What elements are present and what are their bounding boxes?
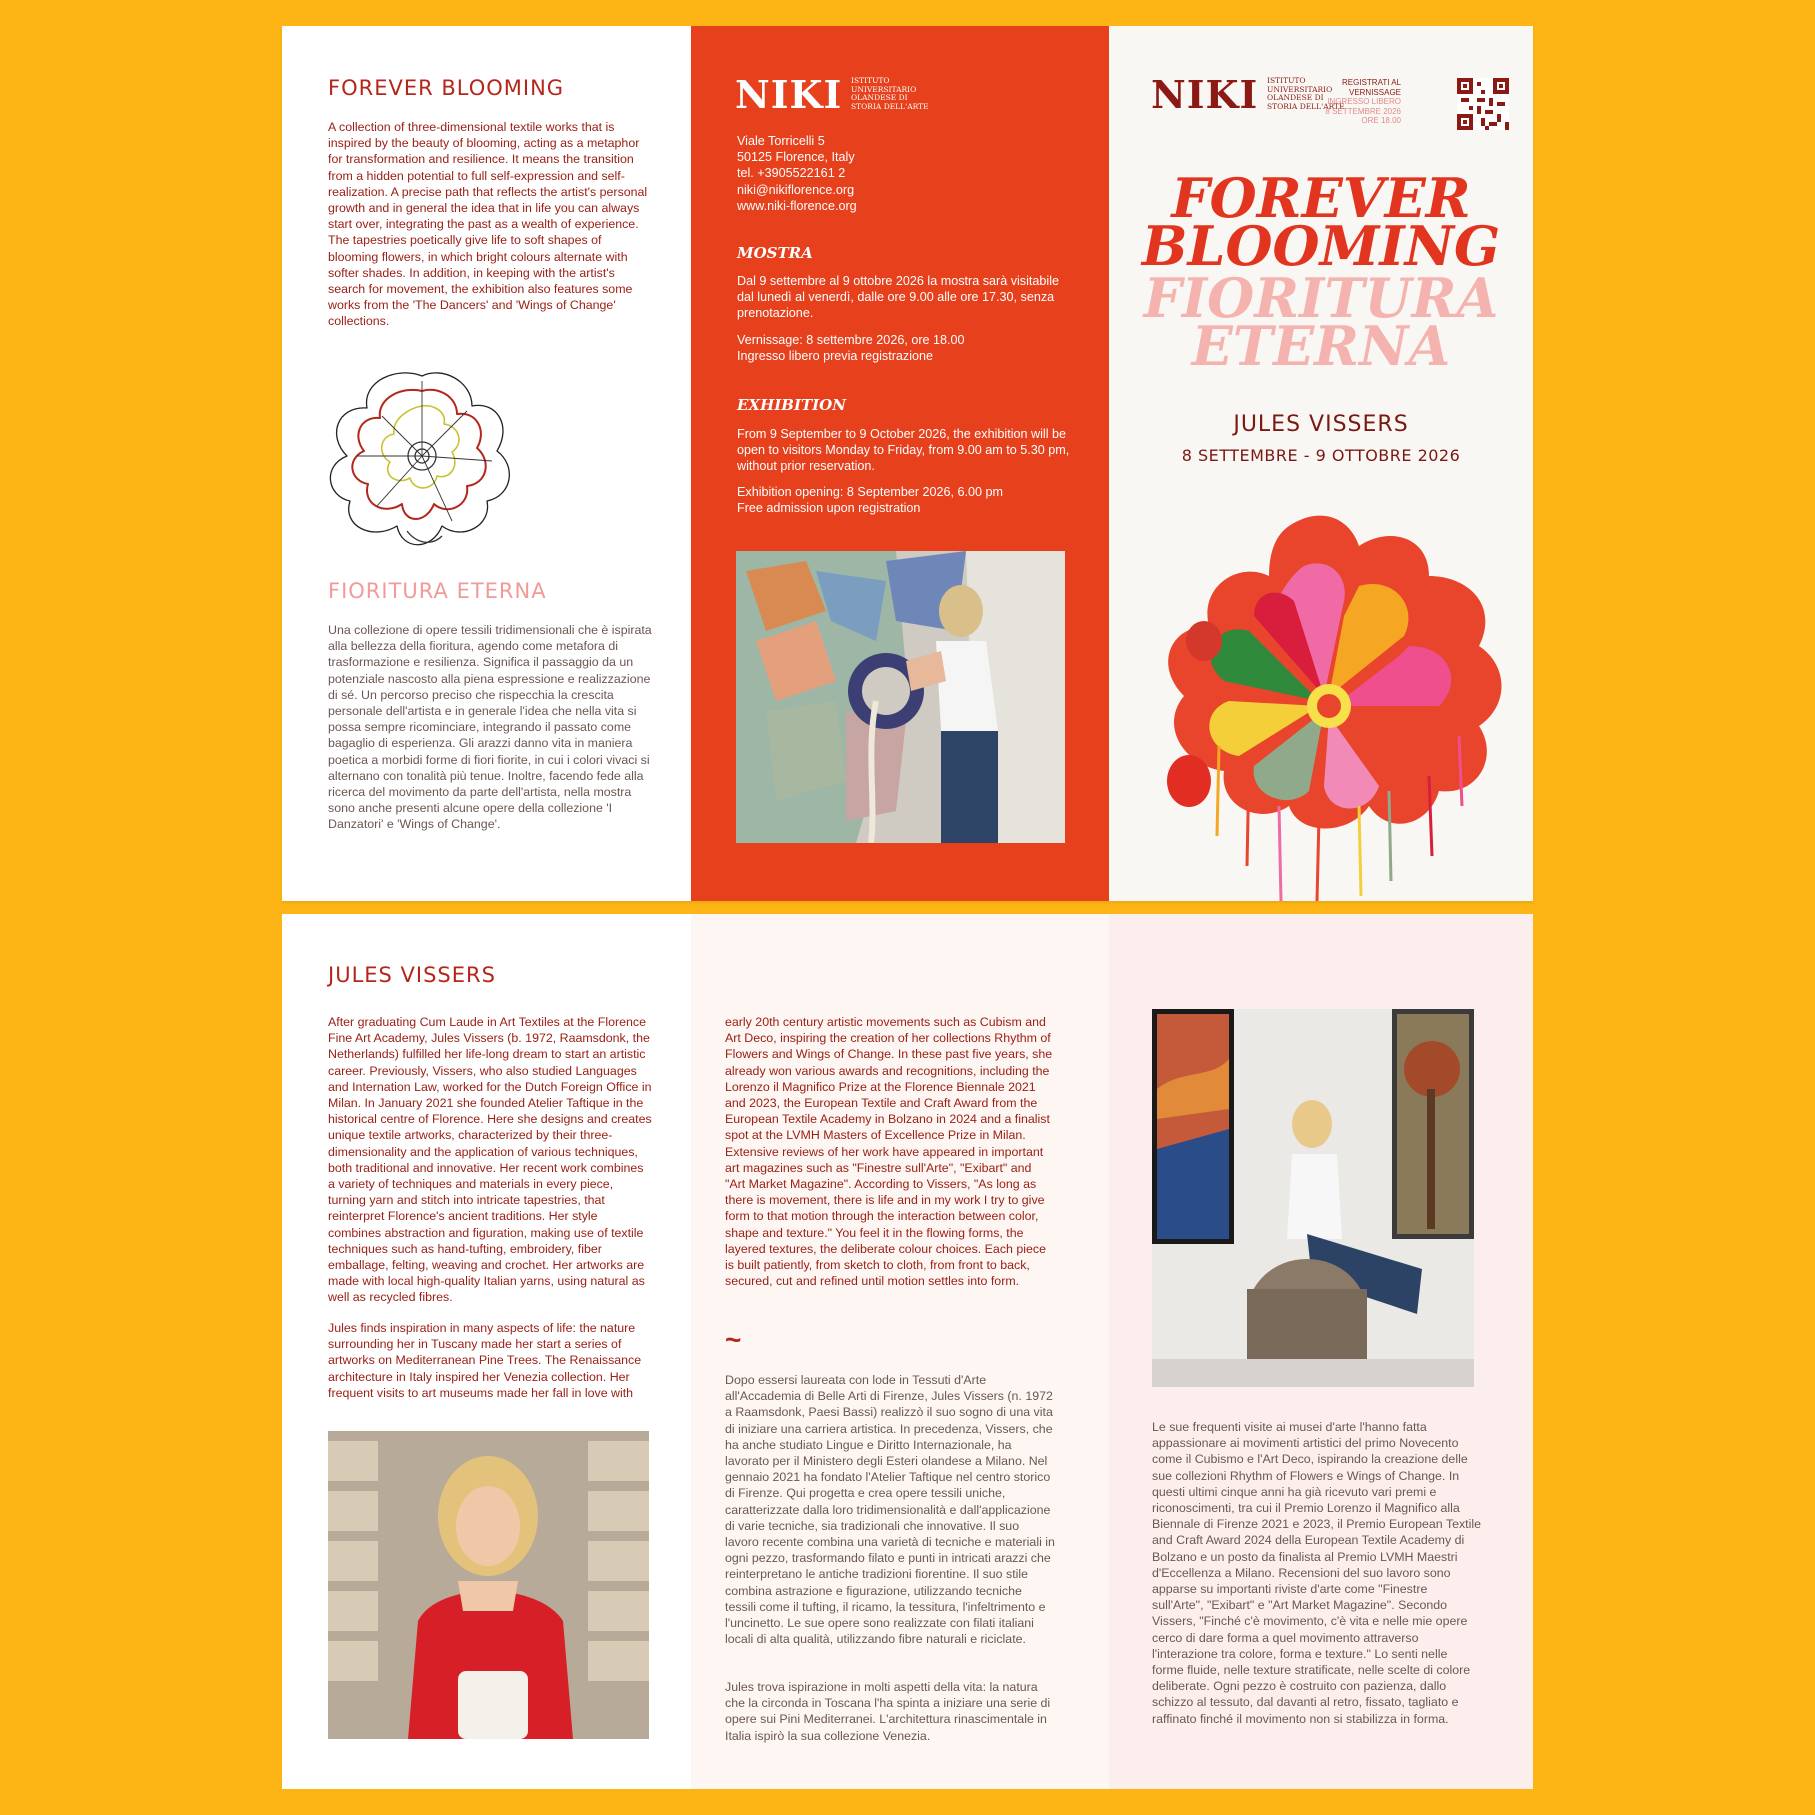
mostra-text: Dal 9 settembre al 9 ottobre 2026 la mostra sarà visitabile dal lunedì al venerdì, dalle ore 9.00 alle ore 17.30, senza prenotazione. [737,274,1060,321]
exhibition-text: From 9 September to 9 October 2026, the exhibition will be open to visitors Monday to Friday, from 9.00 am to 5.30 pm, without prior reservation. [737,427,1070,474]
bio-paragraph-3: early 20th century artistic movements such as Cubism and Art Deco, inspiring the creation of her collections Rhythm of Flowers and Wings of Change. In these past five years, she already won various awards and recognitions, including the Lorenzo il Magnifico Prize at the Florence Biennale 2021 and 2023, the European Textile and Craft Award from the European Textile Academy in Bolzano in 2024 and a finalist spot at the LVMH Masters of Excellence Prize in Milan. Extensive reviews of her work have appeared in important art magazines such as "Finestre sull'Arte", "Exibart" and "Art Market Magazine". According to Vissers, "As long as there is movement, there is life and in my work I try to give form to that motion through the interaction between color, shape and texture." You feel it in the flowing forms, the layered textures, the deliberate colour choices. Each piece is built patiently, from sketch to cloth, from front to back, secured, cut and refined until motion settles into form. [725,1015,1053,1289]
niki-logo-subtitle-cover: ISTITUTO UNIVERSITARIO OLANDESE DI STORIA DELL'ARTE [1267,76,1345,111]
cover-title-it: FIORITURA ETERNA [1143,266,1499,378]
bio-paragraph-2: Jules finds inspiration in many aspects of life: the nature surrounding her in Tuscany made her start a series of artworks on Mediterranean Pine Trees. The Renaissance architecture in Italy inspired her Venezia collection. Her frequent visits to art museums made her fall in love with [328,1321,642,1400]
textile-flower-artwork [1129,506,1519,901]
panel-forever-blooming [282,26,691,901]
bio-paragraph-1: After graduating Cum Laude in Art Textiles at the Florence Fine Art Academy, Jules Vissers (b. 1972, Raamsdonk, the Netherlands) fulfilled her life-long dream to start an artistic career. Previously, Vissers, who also studied Languages and Internation Law, worked for the Dutch Foreign Office in Milan. In January 2021 she founded Atelier Taftique in the historical centre of Florence. Here she designs and creates unique textile artworks, characterized by their three-dimensionality and the application of various techniques, both traditional and innovative. Her recent work combines a variety of techniques and materials in every piece, turning yarn and stitch into intricate tapestries, that reinterpret Florence's ancient traditions. Her style combines abstraction and figuration, making use of textile techniques such as hand-tufting, embroidery, fiber emballage, felting, weaving and crochet. Her artworks are made with local high-quality Italian yarns, using natural as well as recycled fibres. [328,1015,652,1305]
panel-biography-3 [1109,914,1533,1789]
bio-paragraph-it-2: Jules trova ispirazione in molti aspetti della vita: la natura che la circonda in Toscana l'ha spinta a iniziare una serie di opere sui Pini Mediterranei. L'architettura rinascimentale in Italia ispirò la sua collezione Venezia. [725,1680,1051,1743]
artist-portrait-photo [328,1431,649,1739]
description-en: A collection of three-dimensional textile works that is inspired by the beauty of blooming, acting as a metaphor for transformation and resilience. It means the transition from a hidden potential to full self-expression and self-realization. A precise path that reflects the artist's personal growth and in general the idea that in life you can always start over, integrating the past as a wealth of experience. The tapestries poetically give life to soft shapes of blooming flowers, in which bright colours alternate with softer shades. In addition, in keeping with the artist's search for movement, the exhibition also features some works from the 'The Dancers' and 'Wings of Change' collections. [328,120,648,329]
address-block: Viale Torricelli 5 50125 Florence, Italy tel. +3905522161 2 niki@nikiflorence.org www.niki-florence.org [737,134,857,213]
section-title-it: FIORITURA ETERNA [328,579,547,603]
bio-paragraph-it-3: Le sue frequenti visite ai musei d'arte l'hanno fatta appassionare ai movimenti artistici del primo Novecento come il Cubismo e l'Art Deco, ispirando la creazione delle sue collezioni Rhythm of Flowers e Wings of Change. In questi ultimi cinque anni ha già ricevuto vari premi e riconoscimenti, tra cui il Premio Lorenzo il Magnifico alla Biennale di Firenze 2021 e 2023, il Premio European Textile and Craft Award 2024 della European Textile Academy di Bolzano e un posto da finalista al Premio LVMH Maestri d'Eccellenza a Milano. Recensioni del suo lavoro sono apparse su importanti riviste d'arte come "Finestre sull'Arte", "Exibart" e "Art Market Magazine". Secondo Vissers, "Finché c'è movimento, c'è vita e nelle mie opere cerco di dare forma a quel movimento attraverso l'interazione tra colore, forma e texture." Lo senti nelle forme fluide, nelle texture stratificate, nelle scelte di colore deliberate. Ogni pezzo è costruito con pazienza, dallo schizzo al tessuto, dal davanti al retro, fissato, tagliato e raffinato finché il movimento non si stabilizza in forma. [1152,1420,1482,1726]
cover-title-en: FOREVER BLOOMING [1141,166,1501,278]
exhibition-dates: 8 SETTEMBRE - 9 OTTOBRE 2026 [1181,446,1461,465]
bio-paragraph-it-1: Dopo essersi laureata con lode in Tessuti d'Arte all'Accademia di Belle Arti di Firenze, Jules Vissers (n. 1972 a Raamsdonk, Paesi Bassi) realizzò il suo sogno di una vita di iniziare una carriera artistica. In precedenza, Vissers, che ha anche studiato Lingue e Diritto Internazionale, ha lavorato per il Ministero degli Esteri olandese a Milano. Nel gennaio 2021 ha fondato l'Atelier Taftique nel centro storico di Firenze. Qui progetta e crea opere tessili uniche, caratterizzate dalla loro tridimensionalità e dall'applicazione di varie tecniche, sia tradizionali che innovative. Il suo lavoro recente combina una varietà di tecniche e materiali in ogni pezzo, trasformando filato e punti in intricati arazzi che reinterpretano le antiche tradizioni fiorentine. Il suo stile combina astrazione e figurazione, utilizzando tecniche tessili come il tufting, il ricamo, la tessitura, l'infeltrimento e l'uncinetto. Le sue opere sono realizzate con filati italiani locali di alta qualità, utilizzando fibre naturali e riciclate. [725,1373,1055,1647]
artist-studio-photo [1152,1009,1474,1387]
qr-code[interactable] [1457,78,1509,130]
description-it: Una collezione di opere tessili tridimensionali che è ispirata alla bellezza della fioritura, agendo come metafora di trasformazione e resilienza. Significa il passaggio da un potenziale nascosto alla piena espressione e realizzazione di sé. Un percorso preciso che rispecchia la crescita personale dell'artista e in generale l'idea che nella vita si possa sempre ricominciare, integrando il passato come bagaglio di esperienza. Gli arazzi danno vita in maniera poetica a morbidi forme di fiori fiorite, in cui i colori vivaci si alternano con tonalità più tenue. Inoltre, facendo fede alla ricerca del movimento da parte dell'artista, nella mostra sono anche presenti alcune opere della collezione 'I Danzatori' e 'Wings of Change'. [328,623,652,832]
brochure-inner-side [282,914,1533,1789]
niki-logo-subtitle: ISTITUTO UNIVERSITARIO OLANDESE DI STORIA DELL'ARTE [851,76,929,111]
artist-name: JULES VISSERS [1233,412,1409,437]
artist-working-photo [736,551,1065,843]
register-info: REGISTRATI AL VERNISSAGE INGRESSO LIBERO 8 SETTEMBRE 2026 ORE 18.00 [1325,78,1401,125]
panel-info [691,26,1109,901]
bio-title: JULES VISSERS [328,963,496,987]
panel-cover [1109,26,1533,901]
niki-logo: NIKI [735,72,843,117]
brochure-outer-side [282,26,1533,901]
flower-drawing [322,356,522,556]
exhibition-opening: Exhibition opening: 8 September 2026, 6.00 pm Free admission upon registration [737,485,1004,516]
panel-biography-1 [282,914,691,1789]
exhibition-heading: EXHIBITION [737,396,846,414]
niki-logo-cover: NIKI [1151,72,1259,117]
mostra-heading: MOSTRA [737,244,813,262]
section-title-en: FOREVER BLOOMING [328,76,565,100]
tilde-divider: ~ [725,1324,742,1355]
panel-biography-2 [691,914,1109,1789]
mostra-vernissage: Vernissage: 8 settembre 2026, ore 18.00 Ingresso libero previa registrazione [737,333,965,364]
